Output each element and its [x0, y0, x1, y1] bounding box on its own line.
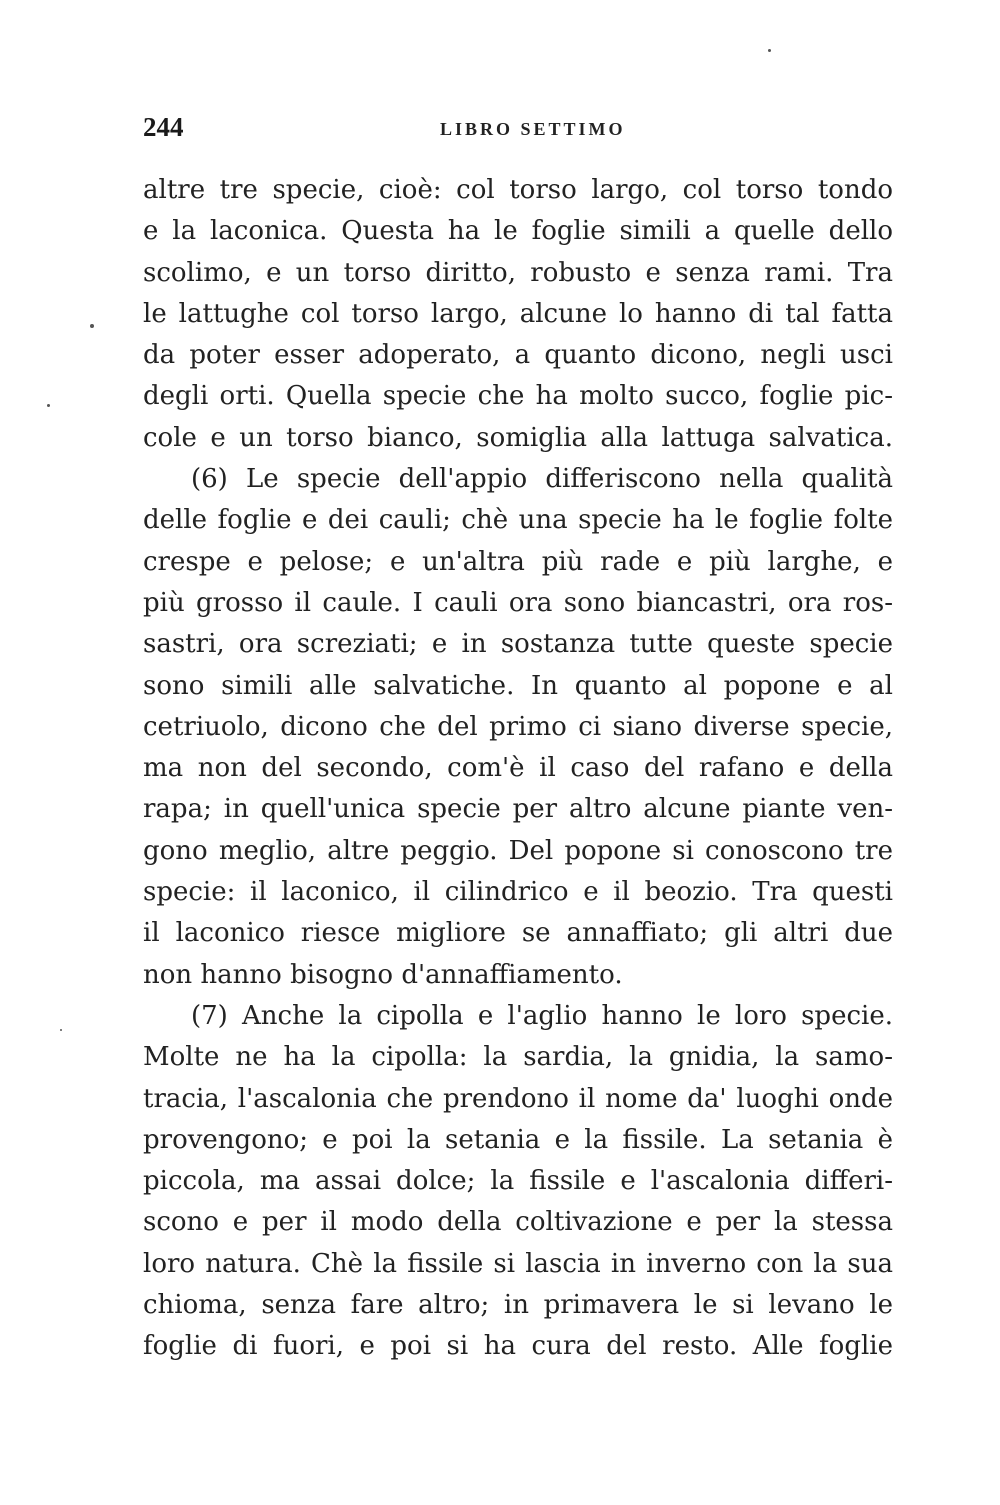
text-line: gono meglio, altre peggio. Del popone si conoscono tre: [143, 835, 893, 866]
scan-speck: [90, 324, 94, 328]
text-line: delle foglie e dei cauli; chè una specie ha le foglie folte: [143, 505, 893, 536]
text-line: e la laconica. Questa ha le foglie simili a quelle dello: [143, 216, 893, 247]
text-line: scono e per il modo della coltivazione e per la stessa: [143, 1207, 893, 1238]
text-line: il laconico riesce migliore se annaffiato; gli altri due: [143, 918, 893, 949]
text-line: scolimo, e un torso diritto, robusto e senza rami. Tra: [143, 257, 893, 288]
text-line: specie: il laconico, il cilindrico e il beozio. Tra questi: [143, 877, 893, 908]
running-head: LIBRO SETTIMO: [440, 119, 626, 139]
text-line: (7) Anche la cipolla e l'aglio hanno le loro specie.: [191, 1000, 893, 1031]
text-line: Molte ne ha la cipolla: la sardia, la gnidia, la samo-: [143, 1042, 893, 1073]
page-header: [143, 112, 899, 152]
text-line: le lattughe col torso largo, alcune lo hanno di tal fatta: [143, 298, 893, 329]
text-line: tracia, l'ascalonia che prendono il nome da' luoghi onde: [143, 1083, 893, 1114]
text-line: chioma, senza fare altro; in primavera le si levano le: [143, 1290, 893, 1321]
text-line: sastri, ora screziati; e in sostanza tutte queste specie: [143, 629, 893, 660]
text-line: piccola, ma assai dolce; la fissile e l'ascalonia differi-: [143, 1166, 893, 1197]
text-line: rapa; in quell'unica specie per altro alcune piante ven-: [143, 794, 893, 825]
text-line: foglie di fuori, e poi si ha cura del resto. Alle foglie: [143, 1331, 893, 1362]
text-line: crespe e pelose; e un'altra più rade e più larghe, e: [143, 546, 893, 577]
text-line: più grosso il caule. I cauli ora sono biancastri, ora ros-: [143, 587, 893, 618]
scan-speck: [768, 49, 771, 52]
scan-speck: [60, 1029, 62, 1031]
text-line: non hanno bisogno d'annaffiamento.: [143, 959, 623, 990]
page-number: 244: [143, 112, 184, 142]
body-text: [143, 170, 893, 1368]
scan-speck: [47, 404, 50, 407]
text-line: cetriuolo, dicono che del primo ci siano diverse specie,: [143, 711, 893, 742]
text-line: (6) Le specie dell'appio differiscono nella qualità: [191, 464, 893, 495]
text-line: loro natura. Chè la fissile si lascia in inverno con la sua: [143, 1248, 893, 1279]
text-line: provengono; e poi la setania e la fissile. La setania è: [143, 1124, 893, 1155]
text-line: altre tre specie, cioè: col torso largo, col torso tondo: [143, 175, 893, 205]
text-line: cole e un torso bianco, somiglia alla lattuga salvatica.: [143, 422, 893, 453]
text-line: ma non del secondo, com'è il caso del rafano e della: [143, 753, 893, 784]
text-line: da poter esser adoperato, a quanto dicono, negli usci: [143, 340, 893, 371]
text-line: degli orti. Quella specie che ha molto succo, foglie pic-: [143, 381, 893, 412]
text-line: sono simili alle salvatiche. In quanto al popone e al: [143, 670, 893, 701]
